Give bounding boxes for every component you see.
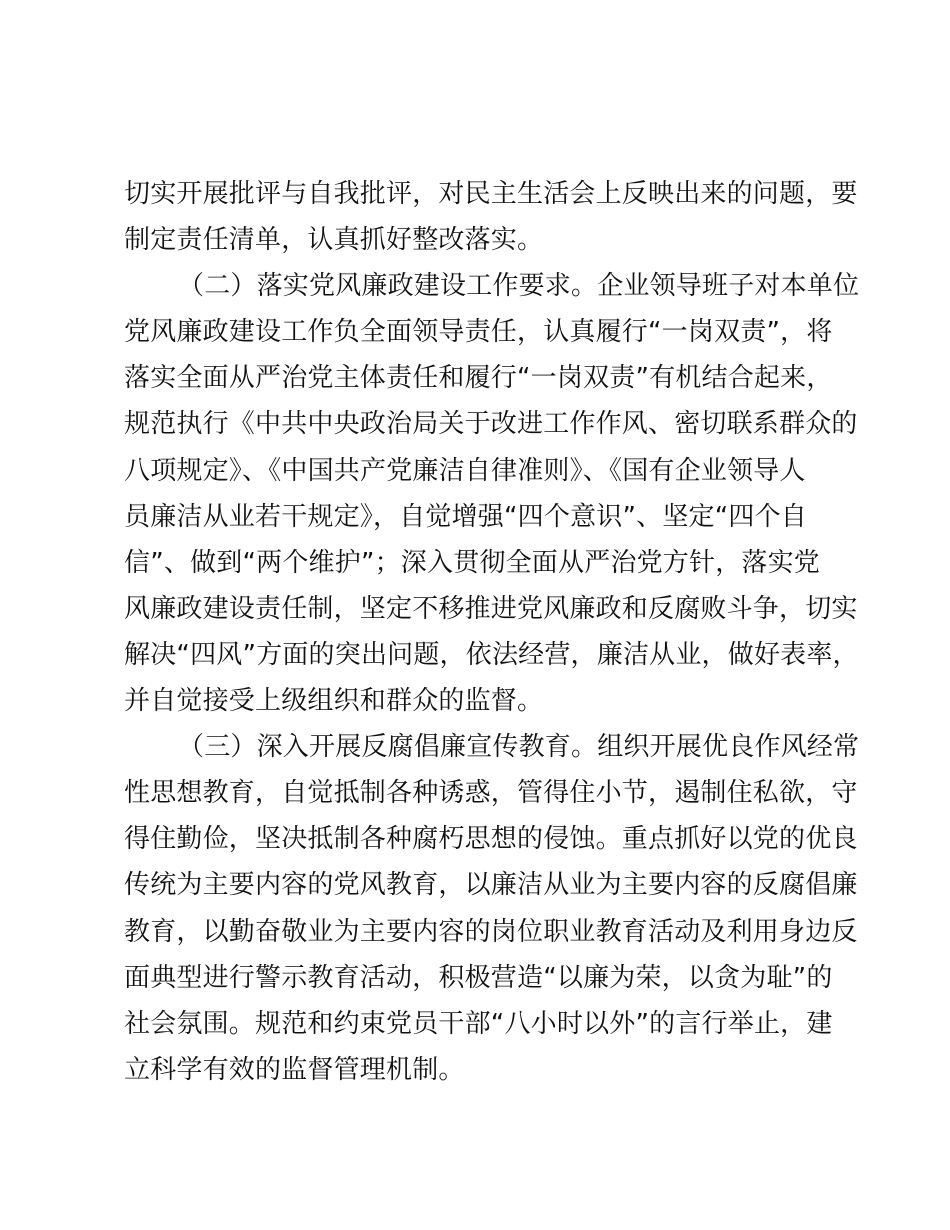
text-line: 立科学有效的监督管理机制。 <box>124 1054 465 1085</box>
text-line: 传统为主要内容的党风教育，以廉洁从业为主要内容的反腐倡廉 <box>124 870 858 901</box>
text-line: 教育，以勤奋敬业为主要内容的岗位职业教育活动及利用身边反 <box>124 916 858 947</box>
section-3-heading-line: （三）深入开展反腐倡廉宣传教育。组织开展优良作风经常 <box>178 732 860 763</box>
text-line: 风廉政建设责任制，坚定不移推进党风廉政和反腐败斗争，切实 <box>124 593 858 624</box>
text-line: 解决“四风”方面的突出问题，依法经营，廉洁从业，做好表率， <box>124 639 859 670</box>
text-line: 制定责任清单，认真抓好整改落实。 <box>124 225 544 256</box>
text-line: 社会氛围。规范和约束党员干部“八小时以外”的言行举止，建 <box>124 1008 833 1039</box>
text-line: 落实全面从严治党主体责任和履行“一岗双责”有机结合起来， <box>124 363 833 394</box>
text-line: 切实开展批评与自我批评，对民主生活会上反映出来的问题，要 <box>124 179 858 209</box>
text-line: 信”、做到“两个维护”；深入贯彻全面从严治党方针，落实党 <box>124 547 821 578</box>
text-line: 面典型进行警示教育活动，积极营造“以廉为荣，以贪为耻”的 <box>124 962 833 993</box>
section-2-heading-line: （二）落实党风廉政建设工作要求。企业领导班子对本单位 <box>178 271 860 302</box>
text-line: 规范执行《中共中央政治局关于改进工作作风、密切联系群众的 <box>124 409 858 440</box>
text-line: 性思想教育，自觉抵制各种诱惑，管得住小节，遏制住私欲，守 <box>124 778 858 809</box>
text-line: 得住勤俭，坚决抵制各种腐朽思想的侵蚀。重点抓好以党的优良 <box>124 824 858 855</box>
text-line: 党风廉政建设工作负全面领导责任，认真履行“一岗双责”，将 <box>124 317 833 348</box>
body-text <box>124 171 860 1093</box>
text-line: 并自觉接受上级组织和群众的监督。 <box>124 686 544 717</box>
text-line: 八项规定》、《中国共产党廉洁自律准则》、《国有企业领导人 <box>124 455 806 486</box>
text-line: 员廉洁从业若干规定》，自觉增强“四个意识”、坚定“四个自 <box>124 501 808 532</box>
